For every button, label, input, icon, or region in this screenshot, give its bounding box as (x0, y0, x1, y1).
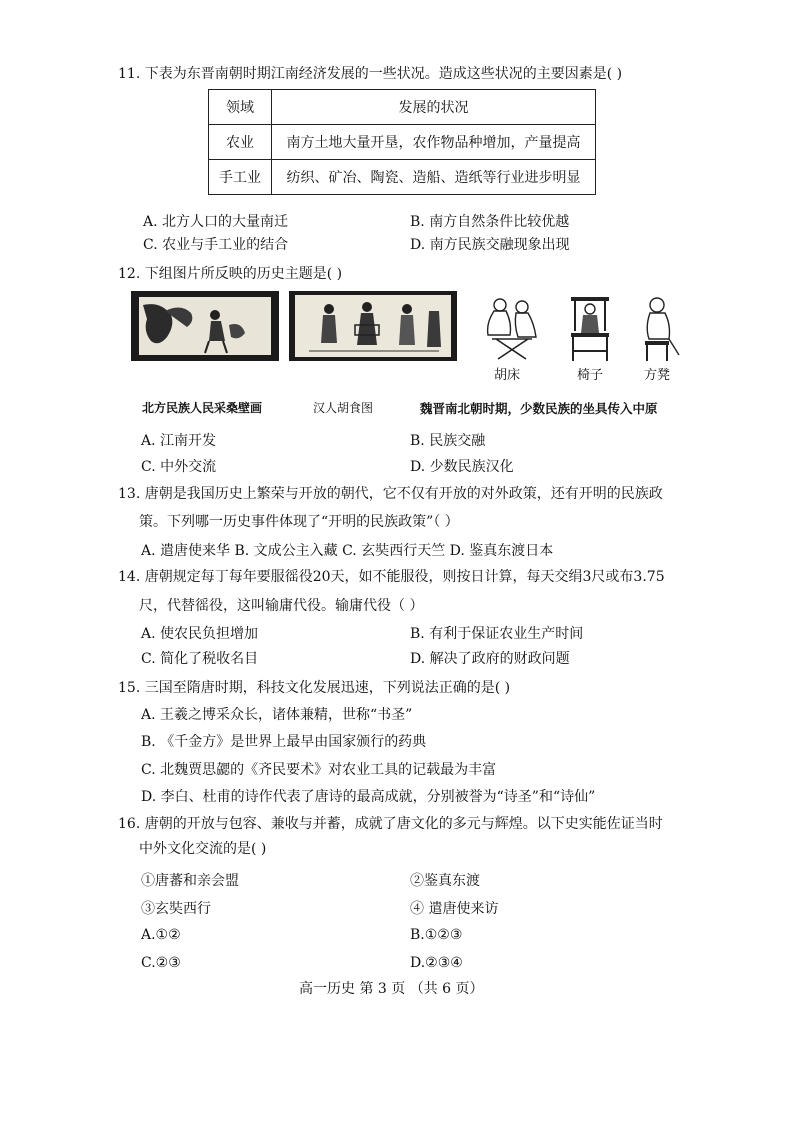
q11-option-c: C. 农业与手工业的结合 (143, 237, 289, 253)
q11-table (208, 89, 596, 195)
table-cell: 手工业 (209, 160, 272, 195)
table-row (209, 125, 596, 160)
table-cell: 纺织、矿冶、陶瓷、造船、造纸等行业进步明显 (272, 160, 596, 195)
q11-option-d: D. 南方民族交融现象出现 (410, 237, 570, 253)
q15-option-a: A. 王羲之博采众长，诸体兼精，世称“书圣” (141, 707, 413, 723)
q13-stem-line1: 13. 唐朝是我国历史上繁荣与开放的朝代，它不仅有开放的对外政策，还有开明的民族政 (118, 486, 663, 502)
q16-option-d: D.②③④ (410, 955, 463, 971)
q12-option-a: A. 江南开发 (141, 433, 217, 449)
q16-item-3: ③玄奘西行 (141, 901, 211, 917)
table-header-cell: 领域 (209, 90, 272, 125)
yizi-sketch (565, 293, 615, 365)
q11-option-a: A. 北方人口的大量南迁 (143, 214, 289, 230)
q16-item-4: ④ 遣唐使来访 (410, 901, 499, 917)
table-row (209, 90, 596, 125)
q12-option-c: C. 中外交流 (141, 459, 217, 475)
q16-item-2: ②鉴真东渡 (410, 873, 480, 889)
q16-option-c: C.②③ (141, 955, 181, 971)
q14-option-c: C. 简化了税收名目 (141, 651, 259, 667)
q12-option-d: D. 少数民族汉化 (410, 459, 514, 475)
fangdeng-label: 方凳 (644, 368, 671, 383)
caption-hu-food: 汉人胡食图 (313, 401, 374, 415)
q12-option-b: B. 民族交融 (410, 433, 486, 449)
yizi-label: 椅子 (577, 368, 604, 383)
q16-stem-line2: 中外文化交流的是( ) (139, 841, 267, 857)
huchuang-sketch (470, 293, 550, 365)
table-cell: 农业 (209, 125, 272, 160)
q16-item-1: ①唐蕃和亲会盟 (141, 873, 239, 889)
page-footer: 高一历史 第 3 页 （共 6 页） (299, 981, 484, 997)
q15-option-d: D. 李白、杜甫的诗作代表了唐诗的最高成就，分别被誉为“诗圣”和“诗仙” (141, 789, 596, 805)
huchuang-label: 胡床 (494, 368, 521, 383)
table-cell: 南方土地大量开垦，农作物品种增加，产量提高 (272, 125, 596, 160)
q11-stem: 11. 下表为东晋南朝时期江南经济发展的一些状况。造成这些状况的主要因素是( ) (118, 66, 623, 82)
caption-seats: 魏晋南北朝时期，少数民族的坐具传入中原 (420, 401, 658, 416)
q14-stem-line1: 14. 唐朝规定每丁每年要服徭役20天，如不能服役，则按日计算，每天交绢3尺或布3.75 (118, 569, 665, 585)
q16-option-a: A.①② (141, 927, 181, 943)
q11-option-b: B. 南方自然条件比较优越 (410, 214, 570, 230)
table-header-cell: 发展的状况 (272, 90, 596, 125)
q15-option-b: B. 《千金方》是世界上最早由国家颁行的药典 (141, 734, 427, 750)
q14-option-d: D. 解决了政府的财政问题 (410, 651, 570, 667)
han-hu-food-image (289, 291, 457, 361)
q14-option-b: B. 有利于保证农业生产时间 (410, 626, 584, 642)
q13-options: A. 遣唐使来华 B. 文成公主入藏 C. 玄奘西行天竺 D. 鉴真东渡日本 (141, 543, 554, 559)
caption-mural: 北方民族人民采桑壁画 (142, 401, 263, 415)
q16-option-b: B.①②③ (410, 927, 463, 943)
table-row (209, 160, 596, 195)
fangdeng-sketch (635, 293, 685, 365)
q15-stem: 15. 三国至隋唐时期，科技文化发展迅速，下列说法正确的是( ) (118, 680, 511, 696)
mulberry-mural-image (131, 291, 279, 361)
q16-stem-line1: 16. 唐朝的开放与包容、兼收与并蓄，成就了唐文化的多元与辉煌。以下史实能佐证当时 (118, 816, 663, 832)
q14-stem-line2: 尺，代替徭役，这叫输庸代役。输庸代役（ ） (139, 598, 424, 614)
q12-stem: 12. 下组图片所反映的历史主题是( ) (118, 266, 343, 282)
q14-option-a: A. 使农民负担增加 (141, 626, 259, 642)
q13-stem-line2: 策。下列哪一历史事件体现了“开明的民族政策”（ ） (139, 514, 459, 530)
q15-option-c: C. 北魏贾思勰的《齐民要术》对农业工具的记载最为丰富 (141, 762, 497, 778)
